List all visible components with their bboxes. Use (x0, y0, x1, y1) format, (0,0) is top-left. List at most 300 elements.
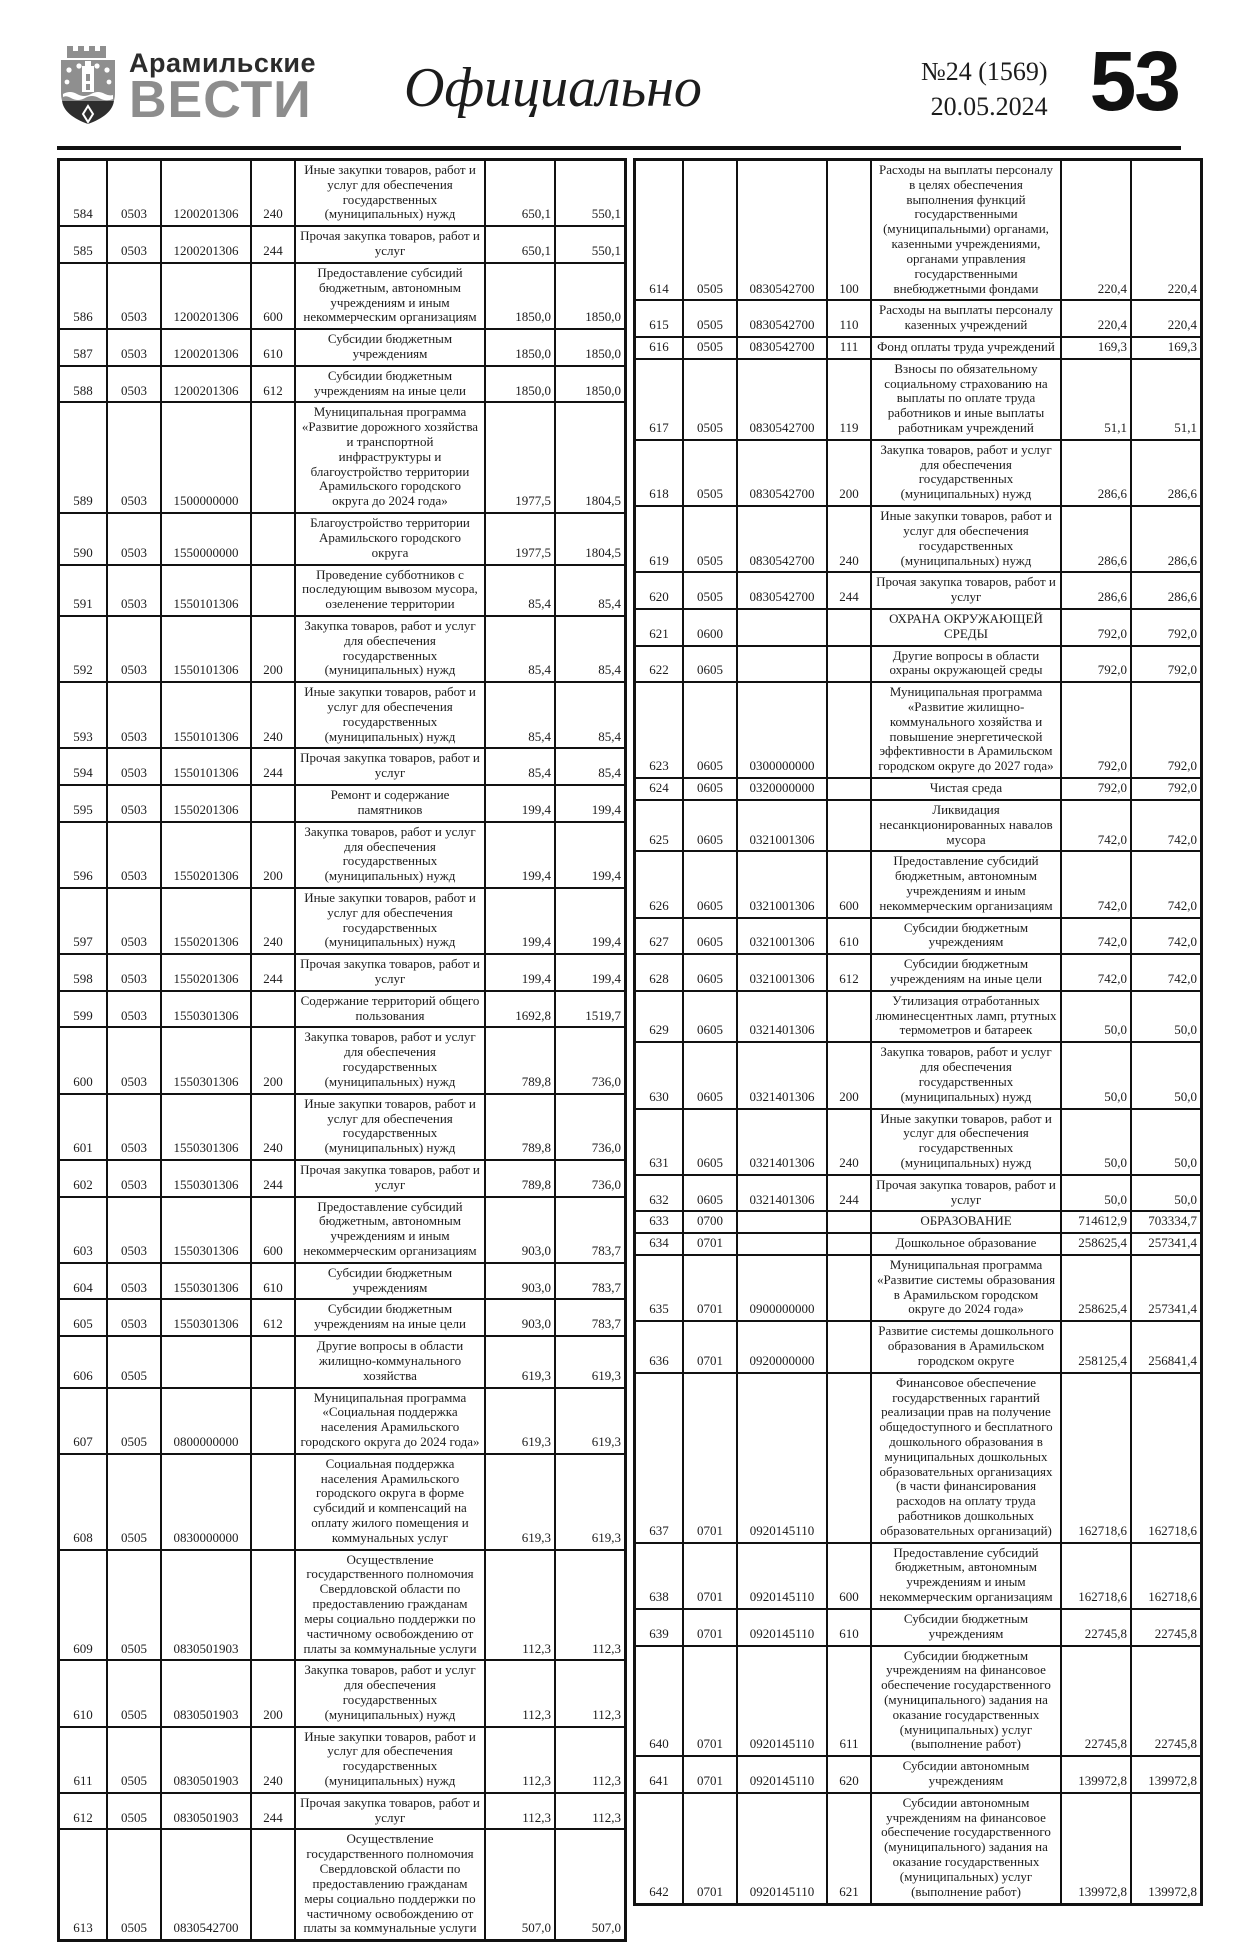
cell-target-code: 0920145110 (737, 1646, 827, 1757)
cell-approved: 742,0 (1061, 918, 1131, 955)
cell-approved: 169,3 (1061, 337, 1131, 359)
cell-type-code: 244 (827, 572, 871, 609)
cell-section-code: 0505 (107, 1388, 161, 1454)
cell-target-code: 1550201306 (161, 822, 251, 888)
cell-type-code: 612 (827, 954, 871, 991)
table-row (59, 1793, 626, 1830)
table-row (59, 366, 626, 403)
issue-date: 20.05.2024 (930, 92, 1048, 122)
cell-section-code: 0605 (683, 778, 737, 800)
cell-description: Чистая среда (871, 778, 1061, 800)
cell-type-code: 100 (827, 160, 871, 301)
table-row (635, 1042, 1202, 1108)
table-columns (57, 158, 1197, 1942)
table-row (635, 778, 1202, 800)
cell-section-code: 0605 (683, 1109, 737, 1175)
cell-approved: 199,4 (485, 822, 555, 888)
cell-section-code: 0701 (683, 1756, 737, 1793)
cell-type-code: 240 (251, 888, 295, 954)
cell-type-code (251, 1829, 295, 1940)
cell-type-code: 200 (251, 1027, 295, 1093)
cell-approved: 199,4 (485, 888, 555, 954)
cell-target-code: 0830501903 (161, 1660, 251, 1726)
cell-approved: 258625,4 (1061, 1233, 1131, 1255)
cell-type-code: 610 (251, 329, 295, 366)
cell-executed: 792,0 (1131, 609, 1201, 646)
cell-section-code: 0701 (683, 1255, 737, 1321)
cell-executed: 742,0 (1131, 800, 1201, 851)
cell-approved: 220,4 (1061, 300, 1131, 337)
cell-row-num: 585 (59, 226, 108, 263)
cell-description: Субсидии автономным учреждениям на финансовое обеспечение государственного (муниципального) задания на оказание государственных (муниципальных) услуг (выполнение работ) (871, 1793, 1061, 1904)
cell-executed: 736,0 (555, 1160, 625, 1197)
cell-executed: 1804,5 (555, 402, 625, 513)
cell-executed: 619,3 (555, 1454, 625, 1550)
cell-approved: 619,3 (485, 1336, 555, 1387)
cell-row-num: 608 (59, 1454, 108, 1550)
table-row (635, 1609, 1202, 1646)
cell-section-code: 0503 (107, 822, 161, 888)
cell-target-code (737, 1211, 827, 1233)
cell-executed: 139972,8 (1131, 1756, 1201, 1793)
cell-target-code: 0830501903 (161, 1550, 251, 1661)
cell-description: ОБРАЗОВАНИЕ (871, 1211, 1061, 1233)
cell-executed: 85,4 (555, 616, 625, 682)
cell-executed: 257341,4 (1131, 1255, 1201, 1321)
cell-approved: 112,3 (485, 1727, 555, 1793)
cell-section-code: 0505 (107, 1660, 161, 1726)
cell-section-code: 0503 (107, 888, 161, 954)
cell-section-code: 0505 (107, 1793, 161, 1830)
cell-target-code: 1550201306 (161, 954, 251, 991)
cell-section-code: 0605 (683, 1175, 737, 1212)
cell-description: Иные закупки товаров, работ и услуг для обеспечения государственных (муниципальных) нужд (295, 682, 485, 748)
cell-approved: 22745,8 (1061, 1609, 1131, 1646)
masthead-divider (57, 146, 1181, 150)
table-row (635, 1543, 1202, 1609)
cell-section-code: 0701 (683, 1321, 737, 1372)
cell-description: Осуществление государственного полномочия Свердловской области по предоставлению гражданам меры социально поддержки по частичному освобождению от платы за коммунальные услуги (295, 1829, 485, 1940)
cell-type-code: 244 (251, 226, 295, 263)
cell-type-code: 119 (827, 359, 871, 440)
cell-row-num: 592 (59, 616, 108, 682)
cell-approved: 1850,0 (485, 366, 555, 403)
cell-section-code: 0701 (683, 1646, 737, 1757)
cell-target-code: 1550301306 (161, 1197, 251, 1263)
cell-type-code: 200 (827, 440, 871, 506)
cell-row-num: 607 (59, 1388, 108, 1454)
cell-section-code: 0605 (683, 646, 737, 683)
cell-description: Другие вопросы в области охраны окружающей среды (871, 646, 1061, 683)
table-row (59, 682, 626, 748)
table-row (59, 1336, 626, 1387)
cell-target-code: 1550000000 (161, 513, 251, 564)
cell-description: Предоставление субсидий бюджетным, автономным учреждениям и иным некоммерческим организациям (871, 851, 1061, 917)
table-row (635, 991, 1202, 1042)
cell-target-code: 0320000000 (737, 778, 827, 800)
cell-description: Прочая закупка товаров, работ и услуг (871, 572, 1061, 609)
cell-description: Прочая закупка товаров, работ и услуг (871, 1175, 1061, 1212)
cell-section-code: 0605 (683, 851, 737, 917)
cell-description: Иные закупки товаров, работ и услуг для обеспечения государственных (муниципальных) нужд (871, 506, 1061, 572)
cell-section-code: 0600 (683, 609, 737, 646)
cell-section-code: 0503 (107, 1027, 161, 1093)
cell-row-num: 589 (59, 402, 108, 513)
cell-description: Муниципальная программа «Развитие жилищно-коммунального хозяйства и повышение энергетической эффективности в Арамильском городском округе до 2027 года» (871, 682, 1061, 778)
table-row (59, 1197, 626, 1263)
cell-approved: 742,0 (1061, 954, 1131, 991)
cell-description: Развитие системы дошкольного образования в Арамильском городском округе (871, 1321, 1061, 1372)
cell-type-code: 611 (827, 1646, 871, 1757)
cell-target-code: 0830542700 (737, 506, 827, 572)
cell-description: Закупка товаров, работ и услуг для обеспечения государственных (муниципальных) нужд (871, 1042, 1061, 1108)
cell-executed: 783,7 (555, 1299, 625, 1336)
budget-table-left (57, 158, 627, 1942)
cell-executed: 550,1 (555, 160, 625, 227)
cell-section-code: 0503 (107, 263, 161, 329)
table-row (635, 337, 1202, 359)
table-row (635, 609, 1202, 646)
cell-executed: 736,0 (555, 1027, 625, 1093)
cell-type-code (251, 402, 295, 513)
cell-type-code: 110 (827, 300, 871, 337)
cell-type-code: 111 (827, 337, 871, 359)
cell-description: Проведение субботников с последующим вывозом мусора, озеленение территории (295, 565, 485, 616)
cell-section-code: 0505 (683, 160, 737, 301)
cell-row-num: 590 (59, 513, 108, 564)
cell-approved: 742,0 (1061, 800, 1131, 851)
cell-row-num: 630 (635, 1042, 684, 1108)
table-row (635, 1321, 1202, 1372)
cell-description: Фонд оплаты труда учреждений (871, 337, 1061, 359)
cell-description: Субсидии бюджетным учреждениям на финансовое обеспечение государственного (муниципального) задания на оказание государственных (муниципальных) услуг (выполнение работ) (871, 1646, 1061, 1757)
cell-executed: 1519,7 (555, 991, 625, 1028)
cell-type-code (251, 1388, 295, 1454)
cell-approved: 792,0 (1061, 609, 1131, 646)
cell-description: Прочая закупка товаров, работ и услуг (295, 954, 485, 991)
cell-type-code: 610 (827, 918, 871, 955)
cell-executed: 1804,5 (555, 513, 625, 564)
cell-approved: 792,0 (1061, 778, 1131, 800)
issue-number: №24 (1569) (920, 57, 1048, 86)
cell-type-code (827, 646, 871, 683)
cell-section-code: 0503 (107, 226, 161, 263)
table-row (635, 851, 1202, 917)
table-row (59, 329, 626, 366)
table-row (635, 800, 1202, 851)
cell-executed: 742,0 (1131, 851, 1201, 917)
cell-approved: 85,4 (485, 616, 555, 682)
cell-target-code: 0830542700 (737, 440, 827, 506)
table-row (59, 991, 626, 1028)
cell-row-num: 597 (59, 888, 108, 954)
cell-description: Ликвидация несанкционированных навалов мусора (871, 800, 1061, 851)
cell-description: Закупка товаров, работ и услуг для обеспечения государственных (муниципальных) нужд (871, 440, 1061, 506)
cell-type-code (251, 991, 295, 1028)
cell-description: Взносы по обязательному социальному страхованию на выплаты по оплате труда работников и иные выплаты работникам учреждений (871, 359, 1061, 440)
right-column (633, 158, 1197, 1906)
table-row (635, 300, 1202, 337)
cell-row-num: 584 (59, 160, 108, 227)
cell-row-num: 623 (635, 682, 684, 778)
cell-section-code: 0701 (683, 1543, 737, 1609)
cell-target-code: 0830542700 (737, 300, 827, 337)
left-column (57, 158, 621, 1942)
cell-description: Расходы на выплаты персоналу казенных учреждений (871, 300, 1061, 337)
cell-row-num: 606 (59, 1336, 108, 1387)
cell-type-code: 600 (251, 263, 295, 329)
table-row (635, 646, 1202, 683)
cell-row-num: 633 (635, 1211, 684, 1233)
cell-approved: 258125,4 (1061, 1321, 1131, 1372)
cell-approved: 1850,0 (485, 329, 555, 366)
cell-row-num: 611 (59, 1727, 108, 1793)
cell-target-code: 1500000000 (161, 402, 251, 513)
cell-section-code: 0605 (683, 918, 737, 955)
cell-executed: 783,7 (555, 1197, 625, 1263)
cell-executed: 257341,4 (1131, 1233, 1201, 1255)
cell-row-num: 632 (635, 1175, 684, 1212)
cell-row-num: 601 (59, 1094, 108, 1160)
cell-description: Расходы на выплаты персоналу в целях обеспечения выполнения функций государственными (муниципальными) органами, казенными учреждениями, органами управления государственными внебюджетными фондами (871, 160, 1061, 301)
cell-description: Прочая закупка товаров, работ и услуг (295, 226, 485, 263)
cell-section-code: 0505 (683, 572, 737, 609)
cell-target-code: 1550101306 (161, 565, 251, 616)
cell-approved: 286,6 (1061, 506, 1131, 572)
cell-target-code (737, 646, 827, 683)
cell-section-code: 0505 (107, 1454, 161, 1550)
cell-target-code: 0920145110 (737, 1373, 827, 1543)
cell-row-num: 612 (59, 1793, 108, 1830)
cell-approved: 792,0 (1061, 646, 1131, 683)
cell-row-num: 602 (59, 1160, 108, 1197)
table-row (635, 160, 1202, 301)
cell-approved: 789,8 (485, 1027, 555, 1093)
table-row (59, 226, 626, 263)
cell-type-code (827, 800, 871, 851)
cell-executed: 736,0 (555, 1094, 625, 1160)
table-row (59, 402, 626, 513)
cell-row-num: 640 (635, 1646, 684, 1757)
cell-description: Субсидии бюджетным учреждениям (871, 1609, 1061, 1646)
cell-executed: 792,0 (1131, 778, 1201, 800)
cell-target-code: 1200201306 (161, 160, 251, 227)
cell-executed: 85,4 (555, 682, 625, 748)
cell-executed: 50,0 (1131, 991, 1201, 1042)
cell-target-code: 0830542700 (737, 572, 827, 609)
cell-type-code: 244 (251, 1160, 295, 1197)
cell-description: Субсидии бюджетным учреждениям (871, 918, 1061, 955)
cell-type-code: 240 (251, 1094, 295, 1160)
cell-type-code: 200 (251, 616, 295, 682)
table-row (59, 1094, 626, 1160)
cell-section-code: 0505 (107, 1727, 161, 1793)
cell-target-code: 0900000000 (737, 1255, 827, 1321)
cell-approved: 51,1 (1061, 359, 1131, 440)
cell-description: Другие вопросы в области жилищно-коммунального хозяйства (295, 1336, 485, 1387)
cell-executed: 85,4 (555, 565, 625, 616)
cell-row-num: 622 (635, 646, 684, 683)
cell-type-code (827, 778, 871, 800)
cell-type-code: 600 (251, 1197, 295, 1263)
cell-approved: 789,8 (485, 1160, 555, 1197)
cell-type-code: 612 (251, 366, 295, 403)
cell-approved: 650,1 (485, 226, 555, 263)
cell-executed: 199,4 (555, 954, 625, 991)
cell-type-code: 240 (827, 506, 871, 572)
table-row (59, 1660, 626, 1726)
cell-section-code: 0503 (107, 748, 161, 785)
cell-section-code: 0701 (683, 1609, 737, 1646)
cell-approved: 112,3 (485, 1550, 555, 1661)
cell-section-code: 0503 (107, 1197, 161, 1263)
table-row (635, 1233, 1202, 1255)
cell-row-num: 595 (59, 785, 108, 822)
cell-type-code: 240 (251, 1727, 295, 1793)
cell-executed: 199,4 (555, 822, 625, 888)
table-row (635, 1373, 1202, 1543)
cell-section-code: 0503 (107, 513, 161, 564)
cell-type-code: 240 (251, 160, 295, 227)
table-row (59, 565, 626, 616)
cell-approved: 619,3 (485, 1454, 555, 1550)
cell-row-num: 588 (59, 366, 108, 403)
cell-target-code (737, 1233, 827, 1255)
cell-target-code: 0830542700 (161, 1829, 251, 1940)
cell-description: Закупка товаров, работ и услуг для обеспечения государственных (муниципальных) нужд (295, 1027, 485, 1093)
cell-description: Закупка товаров, работ и услуг для обеспечения государственных (муниципальных) нужд (295, 822, 485, 888)
cell-type-code (251, 1336, 295, 1387)
cell-executed: 1850,0 (555, 366, 625, 403)
cell-executed: 22745,8 (1131, 1646, 1201, 1757)
cell-target-code: 0830542700 (737, 337, 827, 359)
cell-row-num: 626 (635, 851, 684, 917)
cell-approved: 139972,8 (1061, 1793, 1131, 1904)
cell-target-code: 0321001306 (737, 954, 827, 991)
cell-approved: 1692,8 (485, 991, 555, 1028)
cell-section-code: 0505 (107, 1550, 161, 1661)
cell-executed: 162718,6 (1131, 1373, 1201, 1543)
table-row (635, 954, 1202, 991)
cell-target-code: 0300000000 (737, 682, 827, 778)
cell-row-num: 586 (59, 263, 108, 329)
cell-executed: 22745,8 (1131, 1609, 1201, 1646)
cell-type-code: 244 (251, 1793, 295, 1830)
cell-executed: 1850,0 (555, 263, 625, 329)
cell-type-code (827, 1321, 871, 1372)
table-row (635, 1211, 1202, 1233)
cell-description: Субсидии автономным учреждениям (871, 1756, 1061, 1793)
cell-executed: 703334,7 (1131, 1211, 1201, 1233)
coat-of-arms-icon (57, 44, 119, 126)
table-row (59, 263, 626, 329)
cell-target-code: 0321001306 (737, 918, 827, 955)
cell-executed: 112,3 (555, 1660, 625, 1726)
cell-target-code: 1550101306 (161, 748, 251, 785)
cell-description: Закупка товаров, работ и услуг для обеспечения государственных (муниципальных) нужд (295, 1660, 485, 1726)
cell-row-num: 642 (635, 1793, 684, 1904)
cell-row-num: 591 (59, 565, 108, 616)
cell-approved: 1977,5 (485, 513, 555, 564)
cell-section-code: 0503 (107, 954, 161, 991)
cell-target-code: 0920145110 (737, 1793, 827, 1904)
cell-section-code: 0503 (107, 682, 161, 748)
cell-executed: 50,0 (1131, 1109, 1201, 1175)
cell-row-num: 596 (59, 822, 108, 888)
cell-row-num: 641 (635, 1756, 684, 1793)
section-title: Официально (403, 57, 702, 119)
table-row (59, 1263, 626, 1300)
cell-section-code: 0503 (107, 366, 161, 403)
cell-description: Муниципальная программа «Развитие системы образования в Арамильском городском округе до 2024 года» (871, 1255, 1061, 1321)
cell-approved: 792,0 (1061, 682, 1131, 778)
cell-section-code: 0701 (683, 1373, 737, 1543)
cell-approved: 1977,5 (485, 402, 555, 513)
issue-block (921, 54, 1048, 124)
cell-executed: 742,0 (1131, 918, 1201, 955)
cell-type-code: 244 (827, 1175, 871, 1212)
cell-target-code: 0920145110 (737, 1609, 827, 1646)
table-row (59, 954, 626, 991)
cell-row-num: 603 (59, 1197, 108, 1263)
cell-executed: 112,3 (555, 1727, 625, 1793)
cell-target-code: 0830501903 (161, 1727, 251, 1793)
cell-type-code: 620 (827, 1756, 871, 1793)
cell-approved: 162718,6 (1061, 1373, 1131, 1543)
cell-description: Содержание территорий общего пользования (295, 991, 485, 1028)
cell-approved: 650,1 (485, 160, 555, 227)
table-row (635, 1756, 1202, 1793)
cell-section-code: 0505 (683, 506, 737, 572)
cell-row-num: 614 (635, 160, 684, 301)
cell-approved: 903,0 (485, 1299, 555, 1336)
cell-executed: 619,3 (555, 1336, 625, 1387)
cell-approved: 1850,0 (485, 263, 555, 329)
cell-type-code (251, 1454, 295, 1550)
cell-executed: 162718,6 (1131, 1543, 1201, 1609)
table-row (59, 1160, 626, 1197)
table-row (59, 785, 626, 822)
table-row (59, 616, 626, 682)
cell-row-num: 628 (635, 954, 684, 991)
cell-approved: 50,0 (1061, 1175, 1131, 1212)
cell-target-code: 1550301306 (161, 1160, 251, 1197)
cell-executed: 112,3 (555, 1793, 625, 1830)
cell-type-code (827, 1373, 871, 1543)
cell-section-code: 0605 (683, 800, 737, 851)
page-number: 53 (1089, 34, 1179, 128)
cell-row-num: 613 (59, 1829, 108, 1940)
cell-approved: 714612,9 (1061, 1211, 1131, 1233)
budget-table-right (633, 158, 1203, 1906)
cell-target-code: 0920145110 (737, 1543, 827, 1609)
cell-section-code: 0505 (683, 440, 737, 506)
cell-section-code: 0503 (107, 1263, 161, 1300)
cell-target-code: 1550301306 (161, 1299, 251, 1336)
cell-executed: 792,0 (1131, 646, 1201, 683)
cell-type-code: 600 (827, 1543, 871, 1609)
cell-approved: 50,0 (1061, 991, 1131, 1042)
cell-section-code: 0505 (107, 1336, 161, 1387)
cell-row-num: 600 (59, 1027, 108, 1093)
cell-approved: 85,4 (485, 682, 555, 748)
cell-type-code: 240 (827, 1109, 871, 1175)
cell-description: Иные закупки товаров, работ и услуг для обеспечения государственных (муниципальных) нужд (295, 160, 485, 227)
cell-description: Прочая закупка товаров, работ и услуг (295, 1793, 485, 1830)
cell-executed: 112,3 (555, 1550, 625, 1661)
cell-section-code: 0503 (107, 785, 161, 822)
cell-description: Финансовое обеспечение государственных гарантий реализации прав на получение общедоступного и бесплатного дошкольного образования в муниципальных дошкольных образовательных организациях (в части финансирования расходов на оплату труда работников дошкольных образовательных организаций) (871, 1373, 1061, 1543)
